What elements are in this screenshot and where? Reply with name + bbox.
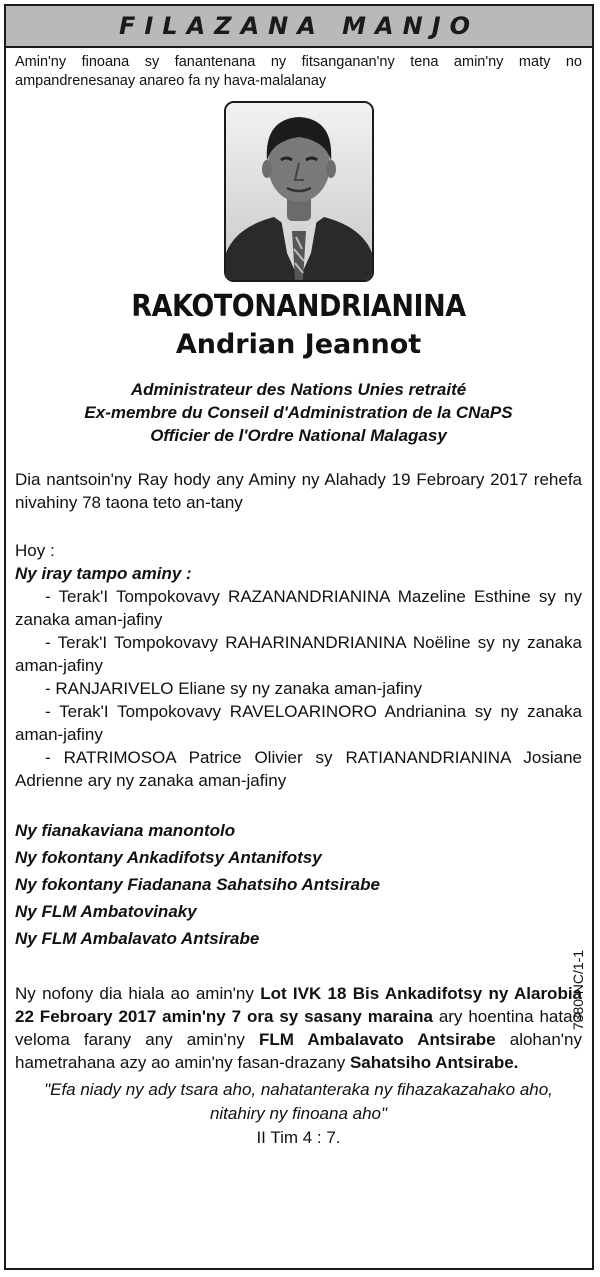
family-member: - RATRIMOSOA Patrice Olivier sy RATIANANDRIANINA Josiane Adrienne ary ny zanaka aman-jafiny	[15, 748, 582, 790]
mourning-group: Ny FLM Ambalavato Antsirabe	[15, 929, 260, 948]
notice-body	[6, 48, 592, 1150]
family-member: - RANJARIVELO Eliane sy ny zanaka aman-jafiny	[45, 679, 422, 698]
deceased-given-names: Andrian Jeannot	[175, 329, 422, 360]
family-member: - Terak'I Tompokovavy RAVELOARINORO Andrianina sy ny zanaka aman-jafiny	[15, 702, 582, 744]
mourning-group: Ny FLM Ambatovinaky	[15, 902, 197, 921]
deceased-title-line: Ex-membre du Conseil d'Administration de la CNaPS	[84, 403, 513, 422]
funeral-details	[15, 982, 582, 1074]
scripture-reference: II Tim 4 : 7.	[256, 1128, 341, 1147]
mourning-group: Ny fokontany Ankadifotsy Antanifotsy	[15, 848, 322, 867]
mourning-group: Ny fokontany Fiadanana Sahatsiho Antsirabe	[15, 875, 380, 894]
funeral-text: Ny nofony dia hiala ao amin'ny	[15, 984, 261, 1003]
intro-text: Amin'ny finoana sy fanantenana ny fitsanganan'ny tena amin'ny maty no ampandrenesanay anareo fa ny hava-malalanay	[15, 54, 582, 89]
mourning-groups	[15, 817, 582, 952]
reference-code	[568, 944, 588, 1036]
banner-title: FILAZANA MANJO	[118, 12, 480, 40]
family-heading: Ny iray tampo aminy :	[15, 564, 192, 583]
family-lead: Hoy :	[15, 541, 55, 560]
funeral-location: Lot IVK 18 Bis Ankadifotsy ny Alarobia 22 Febroary 2017 amin'ny 7 ora sy sasany maraina	[15, 984, 583, 1026]
deceased-titles	[15, 378, 582, 447]
farewell-church: FLM Ambalavato Antsirabe	[258, 1030, 496, 1049]
mourning-group: Ny fianakaviana manontolo	[15, 821, 236, 840]
family-member: - Terak'I Tompokovavy RAHARINANDRIANINA Noëline sy ny zanaka aman-jafiny	[15, 633, 582, 675]
banner	[6, 6, 592, 48]
portrait-photo	[224, 101, 374, 282]
deceased-title-line: Administrateur des Nations Unies retraité	[130, 380, 467, 399]
deceased-surname: RAKOTONANDRIANINA	[131, 289, 466, 324]
portrait-illustration	[226, 103, 372, 280]
funeral-text: alohan'ny hametrahana azy ao amin'ny fasan-drazany	[15, 1030, 582, 1072]
portrait-frame	[15, 101, 582, 282]
death-announcement: Dia nantsoin'ny Ray hody any Aminy ny Alahady 19 Febroary 2017 rehefa nivahiny 78 taona teto an-tany	[15, 470, 582, 512]
reference-code-text: 7380-NC/1-1	[570, 949, 586, 1031]
funeral-text: ary hoentina hatao veloma farany any amin'ny	[15, 1007, 583, 1049]
deceased-title-line: Officier de l'Ordre National Malagasy	[150, 426, 447, 445]
scripture-quote: "Efa niady ny ady tsara aho, nahatanteraka ny fihazakazahako aho, nitahiry ny finoana aho"	[44, 1080, 553, 1123]
obituary-notice	[4, 4, 594, 1270]
family-member: - Terak'I Tompokovavy RAZANANDRIANINA Mazeline Esthine sy ny zanaka aman-jafiny	[15, 587, 582, 629]
burial-place: Sahatsiho Antsirabe.	[349, 1053, 519, 1072]
